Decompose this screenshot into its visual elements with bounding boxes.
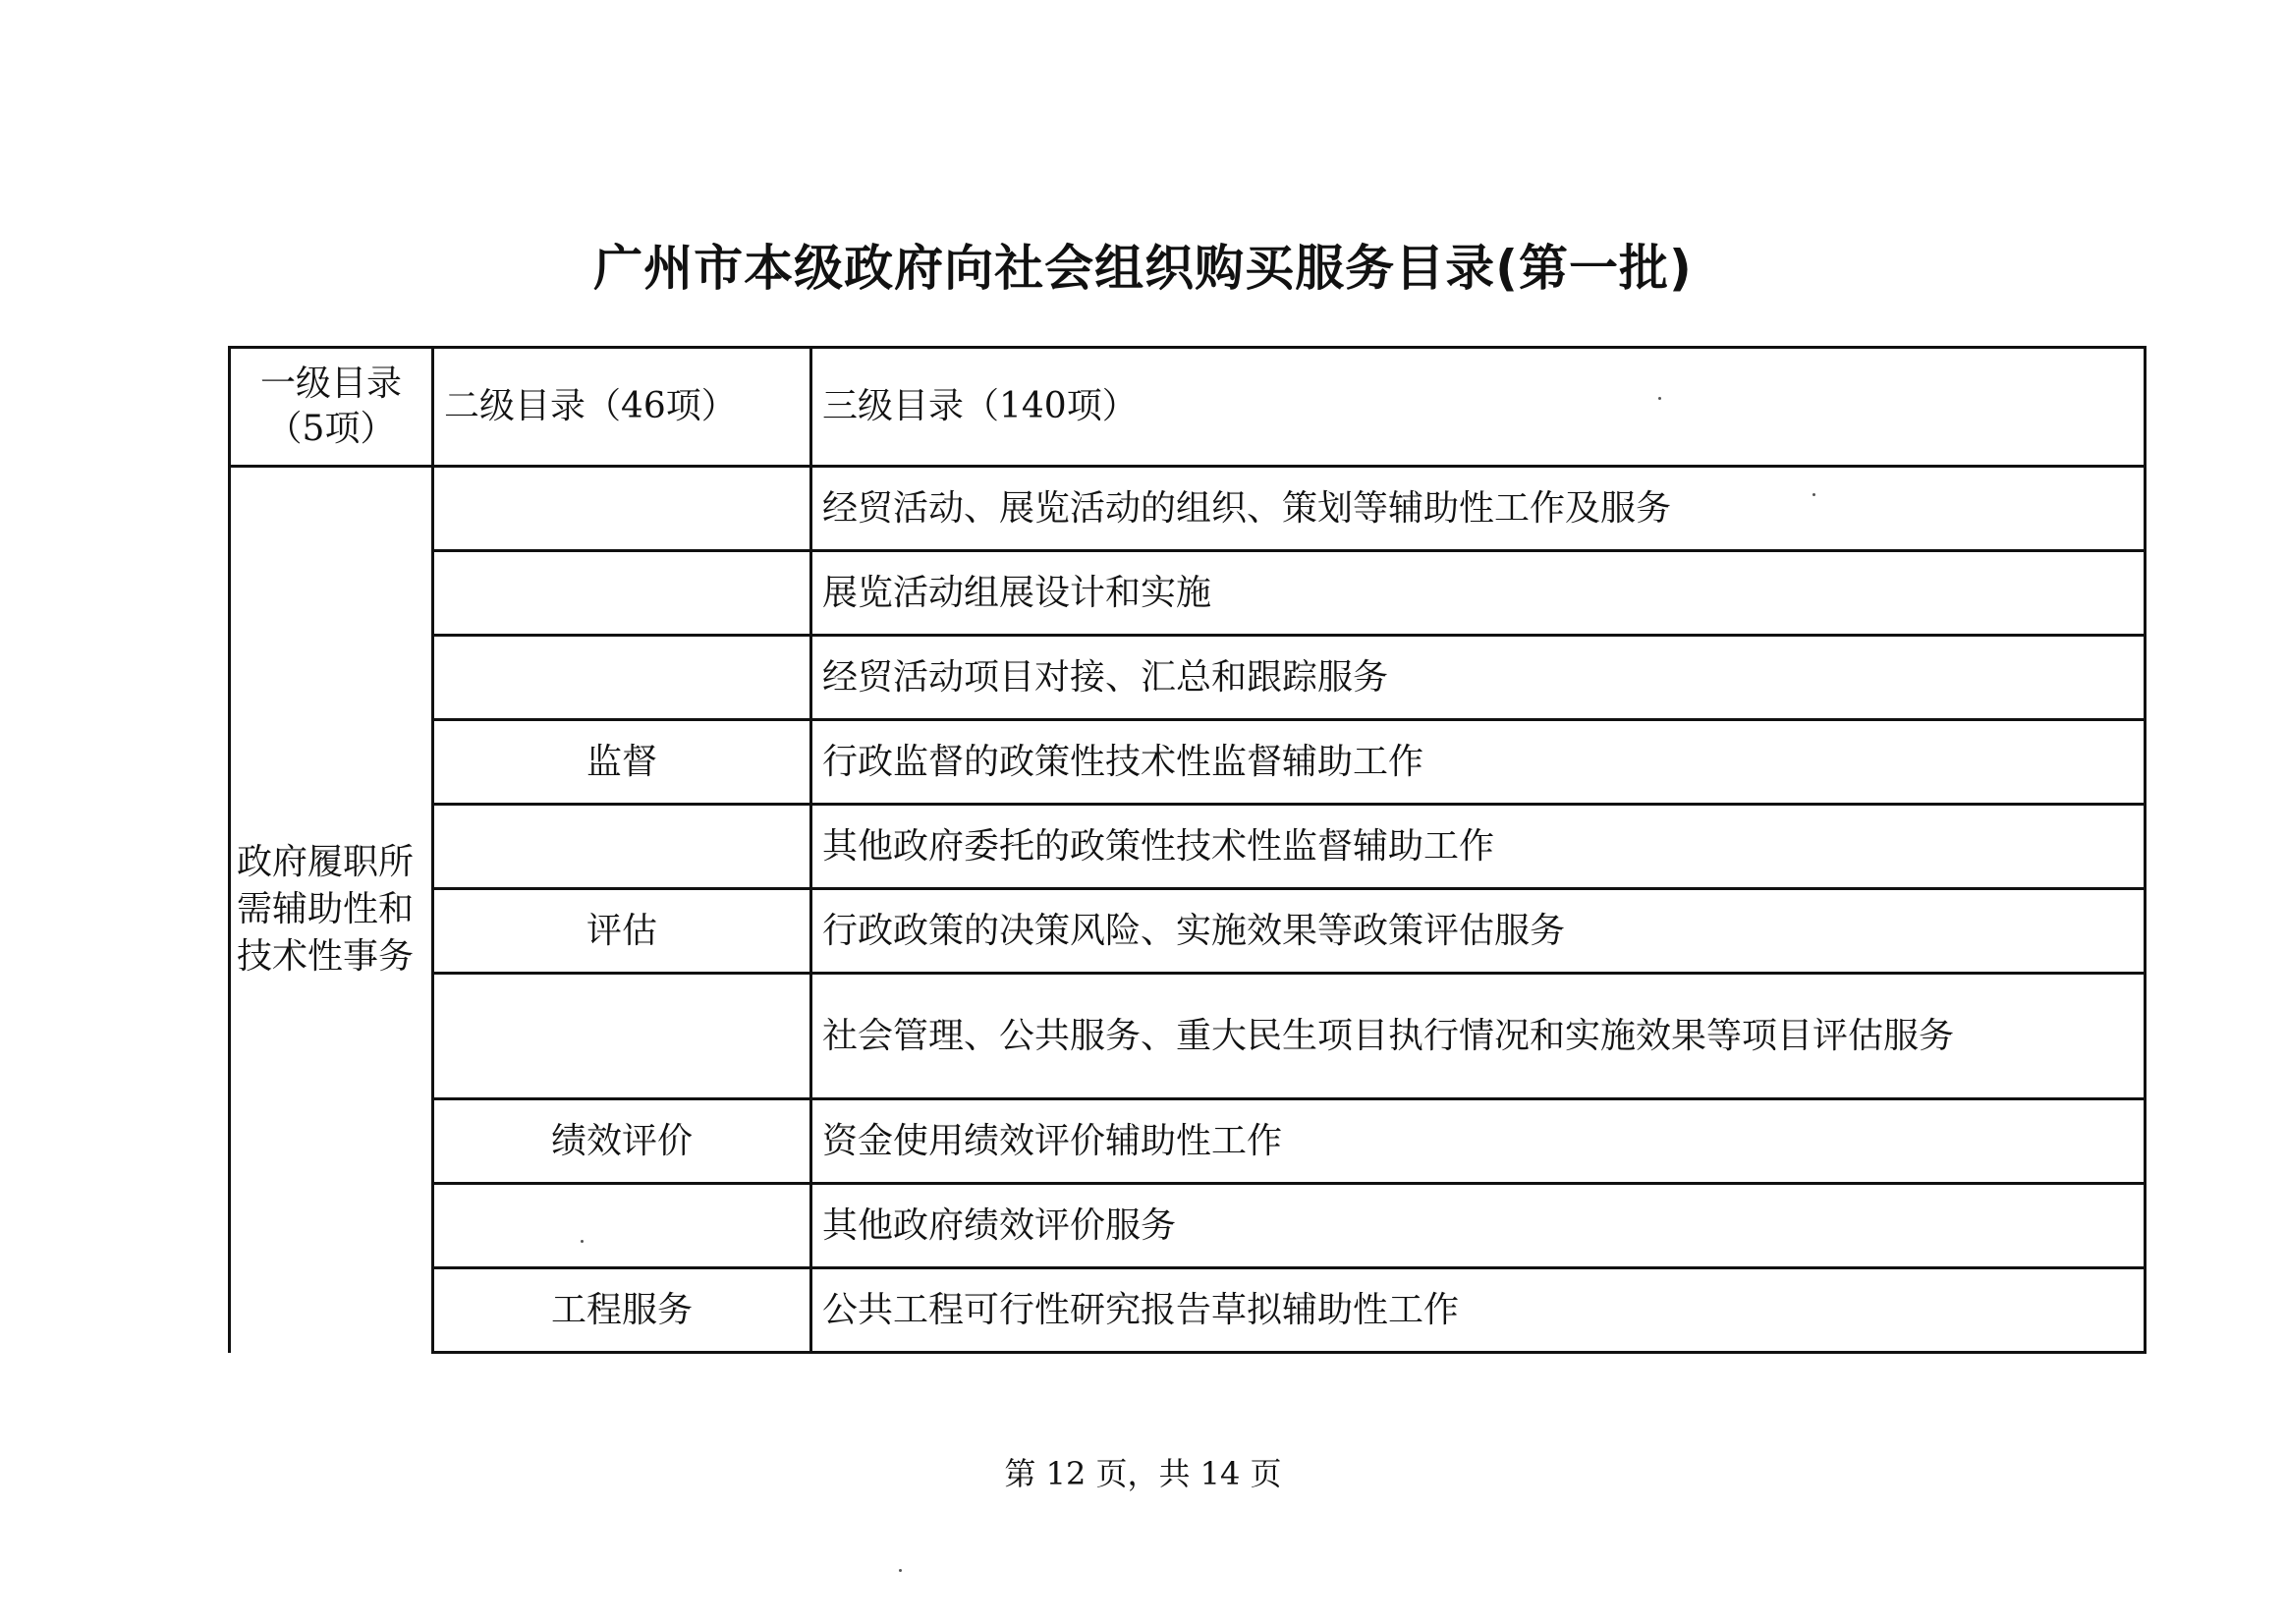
level2-cell (433, 551, 811, 636)
table-row (230, 636, 2146, 720)
level2-cell (433, 467, 811, 551)
table-row (230, 1184, 2146, 1268)
page-number: 第 12 页，共 14 页 (1004, 1455, 1282, 1492)
level2-cell: 评估 (433, 889, 811, 974)
table-row (230, 974, 2146, 1099)
level3-cell: 经贸活动项目对接、汇总和跟踪服务 (811, 636, 2146, 720)
level2-cell: 绩效评价 (433, 1099, 811, 1184)
header-level1: 一级目录（5项） (230, 348, 433, 467)
table-row (230, 1099, 2146, 1184)
scan-speck (1658, 397, 1661, 400)
level2-cell (433, 974, 811, 1099)
level3-cell: 其他政府绩效评价服务 (811, 1184, 2146, 1268)
scan-speck (899, 1569, 902, 1572)
level3-cell: 其他政府委托的政策性技术性监督辅助工作 (811, 805, 2146, 889)
scan-speck (581, 1240, 584, 1243)
level3-cell: 资金使用绩效评价辅助性工作 (811, 1099, 2146, 1184)
level3-cell: 展览活动组展设计和实施 (811, 551, 2146, 636)
level2-cell: 监督 (433, 720, 811, 805)
header-level2: 二级目录（46项） (433, 348, 811, 467)
table-row (230, 720, 2146, 805)
level2-cell (433, 636, 811, 720)
level3-cell: 行政政策的决策风险、实施效果等政策评估服务 (811, 889, 2146, 974)
header-level3: 三级目录（140项） (811, 348, 2146, 467)
table-header-row (230, 348, 2146, 467)
level3-cell: 经贸活动、展览活动的组织、策划等辅助性工作及服务 (811, 467, 2146, 551)
level3-cell: 行政监督的政策性技术性监督辅助工作 (811, 720, 2146, 805)
document-title: 广州市本级政府向社会组织购买服务目录(第一批) (593, 240, 1693, 297)
level2-cell (433, 1184, 811, 1268)
table-row (230, 467, 2146, 551)
catalog-table (228, 346, 2147, 1354)
table-row (230, 1268, 2146, 1353)
level2-cell: 工程服务 (433, 1268, 811, 1353)
level3-cell: 公共工程可行性研究报告草拟辅助性工作 (811, 1268, 2146, 1353)
table-row (230, 889, 2146, 974)
level3-cell: 社会管理、公共服务、重大民生项目执行情况和实施效果等项目评估服务 (811, 974, 2146, 1099)
scan-speck (1812, 493, 1815, 496)
table-row (230, 551, 2146, 636)
table-row (230, 805, 2146, 889)
level1-category-cell: 政府履职所需辅助性和技术性事务 (230, 467, 433, 1353)
level2-cell (433, 805, 811, 889)
